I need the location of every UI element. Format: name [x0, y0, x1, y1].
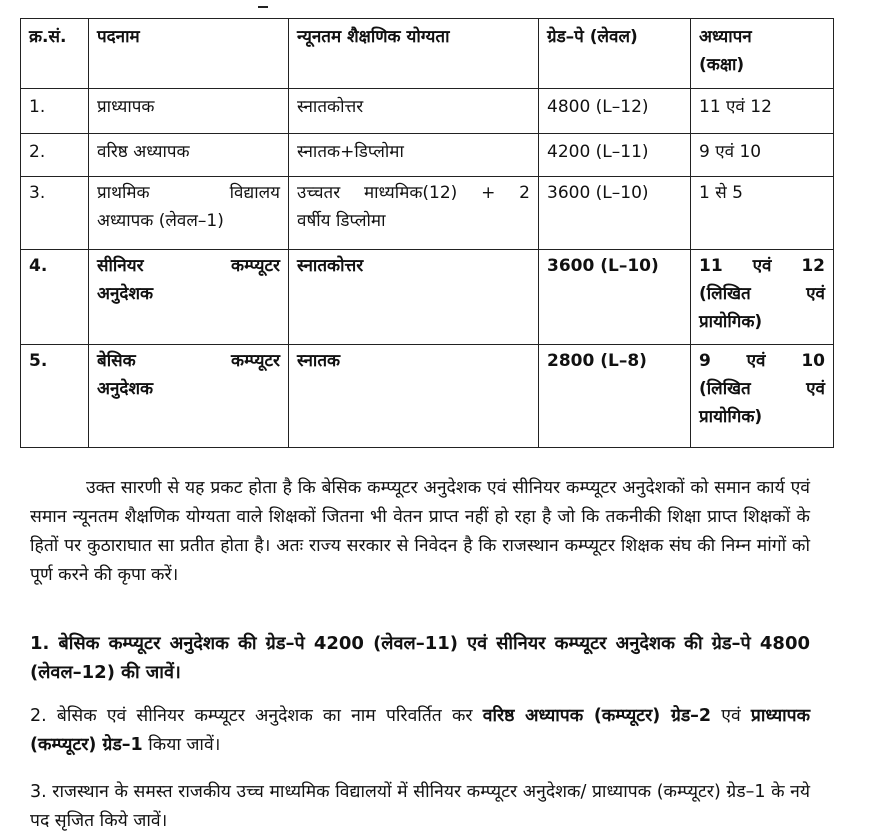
header-teaching-class [691, 19, 834, 89]
row-teaching-line1: 11 एवं 12 [699, 256, 825, 276]
demand-2 [30, 702, 810, 760]
row-grade-pay: 3600 (L–10) [539, 250, 691, 345]
row-qualification: स्नातक+डिप्लोमा [289, 134, 539, 177]
row-teaching-line2: (लिखित एवं [699, 379, 825, 399]
header-sno: क्र.सं. [21, 19, 89, 89]
demand-3: 3. राजस्थान के समस्त राजकीय उच्च माध्यमिक विद्यालयों में सीनियर कम्प्यूटर अनुदेशक/ प्राध्यापक (कम्प्यूटर) ग्रेड–1 के नये पद सृजित किये जावें। [30, 781, 810, 831]
row-sno: 1. [21, 89, 89, 134]
row-post-line1: प्राथमिक विद्यालय [97, 183, 280, 203]
row-grade-pay: 2800 (L–8) [539, 345, 691, 448]
table-header-row [21, 19, 834, 89]
body-paragraph: उक्त सारणी से यह प्रकट होता है कि बेसिक कम्प्यूटर अनुदेशक एवं सीनियर कम्प्यूटर अनुदेशकों को समान कार्य एवं समान न्यूनतम शैक्षणिक योग्यता वाले शिक्षकों जितना भी वेतन प्राप्त नहीं हो रहा है जो कि तकनीकी शिक्षा प्राप्त शिक्षकों के हितों पर कुठाराघात सा प्रतीत होता है। अतः राज्य सरकार से निवेदन है कि राजस्थान कम्प्यूटर शिक्षक संघ की निम्न मांगों को पूर्ण करने की कृपा करें। [30, 477, 810, 585]
table-row [21, 134, 834, 177]
row-post [89, 177, 289, 250]
row-teaching-line1: 9 एवं 10 [699, 351, 825, 371]
row-teaching-line2: (लिखित एवं [699, 284, 825, 304]
row-post-line1: बेसिक कम्प्यूटर [97, 351, 280, 371]
row-sno: 5. [21, 345, 89, 448]
row-grade-pay: 4200 (L–11) [539, 134, 691, 177]
row-qualification-line1: उच्चतर माध्यमिक(12) + 2 [297, 183, 530, 203]
row-qualification [289, 177, 539, 250]
row-qualification: स्नातकोत्तर [289, 89, 539, 134]
demand-2-bold-b: प्राध्यापक (कम्प्यूटर) ग्रेड–1 [30, 705, 811, 755]
row-qualification: स्नातक [289, 345, 539, 448]
header-teaching-line1: अध्यापन [699, 27, 752, 47]
row-post-line2: अध्यापक (लेवल–1) [97, 211, 224, 231]
header-teaching-line2: (कक्षा) [699, 55, 745, 75]
table-row [21, 250, 834, 345]
row-post [89, 250, 289, 345]
pay-comparison-table [20, 18, 834, 448]
demand-2-bold-a: वरिष्ठ अध्यापक (कम्प्यूटर) ग्रेड–2 [482, 705, 712, 726]
row-teaching-line3: प्रायोगिक) [699, 407, 763, 427]
row-teaching-line3: प्रायोगिक) [699, 312, 763, 332]
row-post-line2: अनुदेशक [97, 284, 154, 304]
cropped-text-mark [258, 0, 268, 8]
demand-2-text-a: 2. बेसिक एवं सीनियर कम्प्यूटर अनुदेशक का नाम परिवर्तित कर [30, 705, 483, 726]
row-sno: 3. [21, 177, 89, 250]
row-qualification-line2: वर्षीय डिप्लोमा [297, 211, 386, 231]
table-row [21, 89, 834, 134]
row-teaching [691, 250, 834, 345]
header-qualification: न्यूनतम शैक्षणिक योग्यता [289, 19, 539, 89]
row-post-line1: सीनियर कम्प्यूटर [97, 256, 280, 276]
row-post: प्राध्यापक [89, 89, 289, 134]
demand-2-text-b: एवं [711, 705, 751, 726]
demand-1: 1. बेसिक कम्प्यूटर अनुदेशक की ग्रेड–पे 4200 (लेवल–11) एवं सीनियर कम्प्यूटर अनुदेशक की ग्रेड–पे 4800 (लेवल–12) की जावें। [30, 633, 810, 683]
row-teaching: 11 एवं 12 [691, 89, 834, 134]
table-row [21, 345, 834, 448]
demand-2-text-c: किया जावें। [142, 734, 221, 755]
row-qualification: स्नातकोत्तर [289, 250, 539, 345]
row-teaching: 9 एवं 10 [691, 134, 834, 177]
row-teaching: 1 से 5 [691, 177, 834, 250]
row-post [89, 345, 289, 448]
header-grade-pay: ग्रेड–पे (लेवल) [539, 19, 691, 89]
row-sno: 2. [21, 134, 89, 177]
row-post-line2: अनुदेशक [97, 379, 154, 399]
row-sno: 4. [21, 250, 89, 345]
table-row [21, 177, 834, 250]
row-grade-pay: 3600 (L–10) [539, 177, 691, 250]
row-grade-pay: 4800 (L–12) [539, 89, 691, 134]
row-teaching [691, 345, 834, 448]
header-post: पदनाम [89, 19, 289, 89]
row-post: वरिष्ठ अध्यापक [89, 134, 289, 177]
